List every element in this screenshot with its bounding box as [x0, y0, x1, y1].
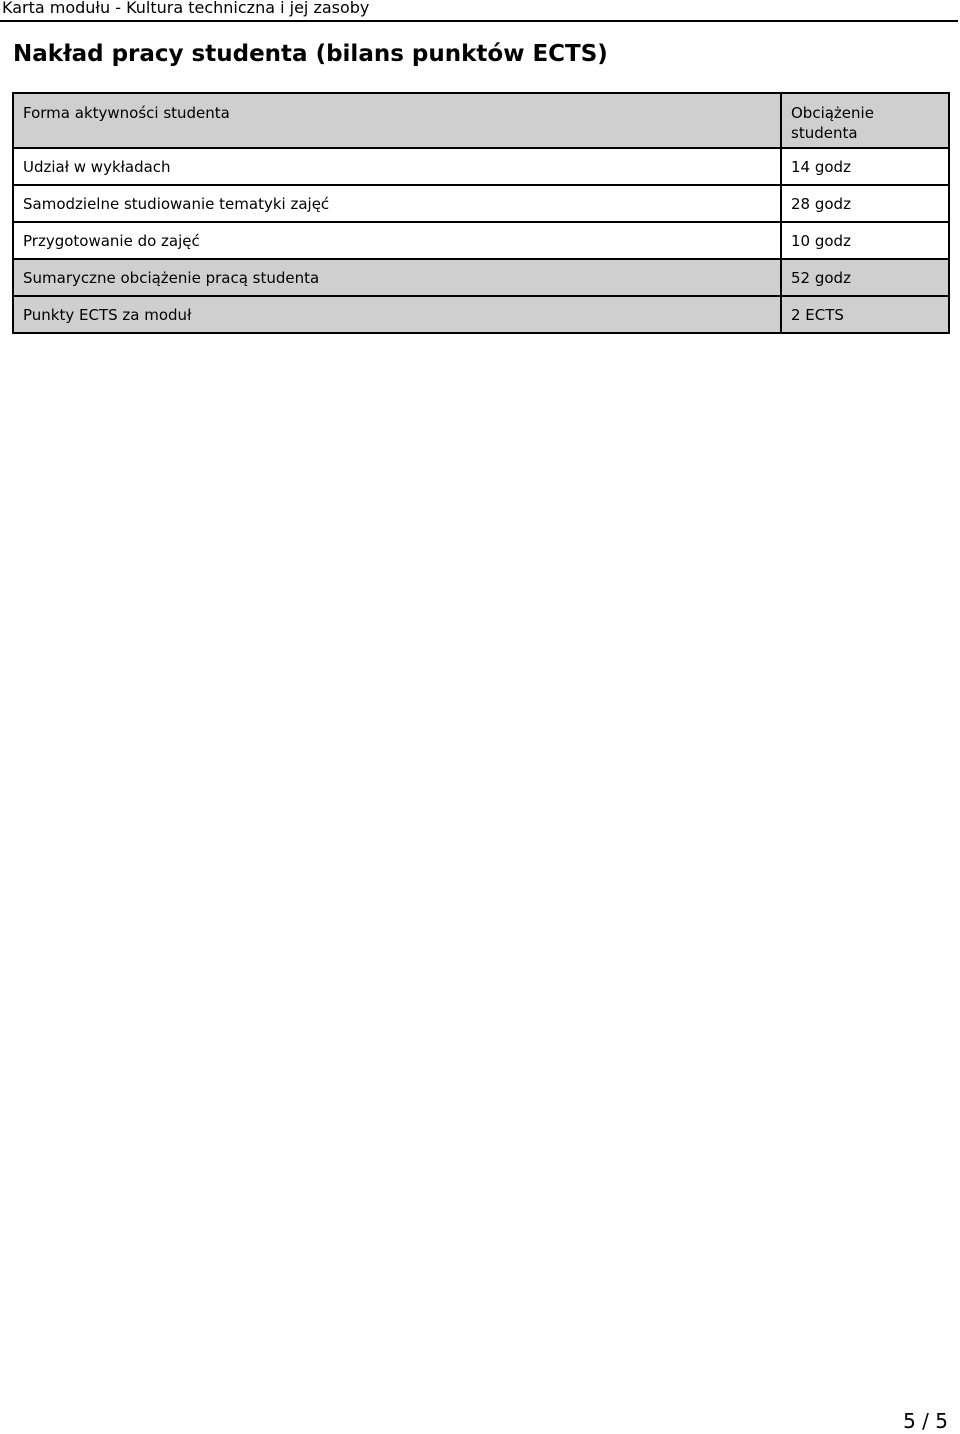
summary-label: Sumaryczne obciążenie pracą studenta [13, 259, 781, 296]
load-cell: 28 godz [781, 185, 949, 222]
load-cell: 14 godz [781, 148, 949, 185]
section-title: Nakład pracy studenta (bilans punktów ECTS) [13, 41, 608, 67]
summary-label: Punkty ECTS za moduł [13, 296, 781, 333]
activity-cell: Przygotowanie do zajęć [13, 222, 781, 259]
activity-cell: Udział w wykładach [13, 148, 781, 185]
workload-table [12, 92, 950, 334]
table-row [13, 148, 949, 185]
page-number: 5 / 5 [903, 1409, 948, 1433]
load-cell: 10 godz [781, 222, 949, 259]
summary-value: 2 ECTS [781, 296, 949, 333]
summary-row-total-hours [13, 259, 949, 296]
summary-row-ects [13, 296, 949, 333]
column-header-activity: Forma aktywności studenta [13, 93, 781, 148]
document-title: Karta modułu - Kultura techniczna i jej zasoby [2, 0, 370, 17]
column-header-load: Obciążenie studenta [781, 93, 949, 148]
activity-cell: Samodzielne studiowanie tematyki zajęć [13, 185, 781, 222]
table-row [13, 185, 949, 222]
table-header-row [13, 93, 949, 148]
page-header [0, 0, 958, 22]
summary-value: 52 godz [781, 259, 949, 296]
table-row [13, 222, 949, 259]
